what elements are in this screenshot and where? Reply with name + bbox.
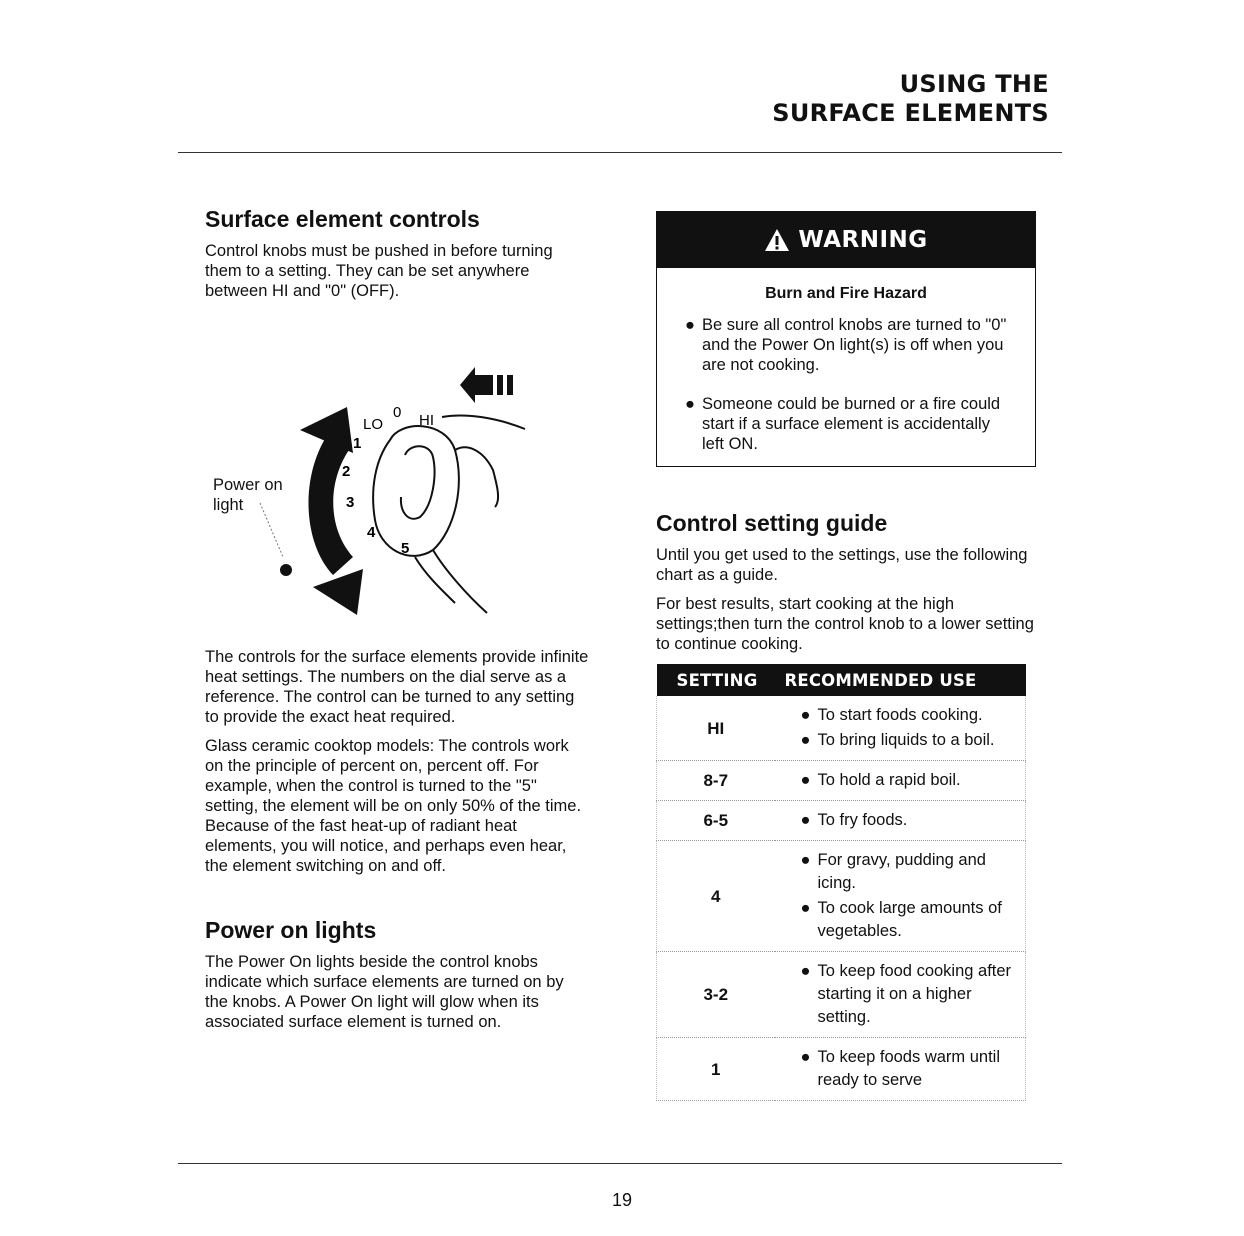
setting-guide-table [656, 664, 1026, 1101]
power-on-label-line1: Power on [213, 476, 283, 494]
use-item [801, 769, 1018, 792]
warning-list [657, 315, 1035, 466]
bottom-rule [178, 1163, 1062, 1164]
setting-cell: 4 [657, 841, 775, 952]
use-cell [775, 952, 1026, 1038]
use-cell [775, 801, 1026, 841]
surface-controls-intro: Control knobs must be pushed in before turning them to a setting. They can be set anywhere between HI and "0" (OFF). [205, 242, 553, 300]
power-lights-heading: Power on lights [205, 917, 377, 943]
bullet-icon: ● [800, 706, 811, 724]
table-header-row [657, 664, 1026, 696]
use-item-text: To hold a rapid boil. [817, 771, 961, 789]
knob-icon [373, 416, 525, 614]
power-on-light-label [213, 475, 283, 515]
bullet-icon: ● [685, 395, 695, 413]
setting-cell: 1 [657, 1038, 775, 1101]
page-number: 19 [611, 1190, 633, 1210]
warning-item-text: Someone could be burned or a fire could start if a surface element is accidentally left ON. [702, 395, 1001, 453]
dial-label-hi: HI [419, 412, 434, 429]
bullet-icon: ● [800, 771, 811, 789]
control-guide-para2: For best results, start cooking at the high settings;then turn the control knob to a lower setting to continue cooking. [656, 595, 1034, 653]
table-row [657, 1038, 1026, 1101]
warning-item [685, 394, 1015, 454]
dial-label-2: 2 [342, 463, 351, 480]
table-row [657, 696, 1026, 761]
use-item [801, 1046, 1018, 1092]
right-column [656, 211, 1036, 1101]
warning-item-text: Be sure all control knobs are turned to "0" and the Power On light(s) is off when you are not cooking. [702, 316, 1007, 374]
table-row [657, 841, 1026, 952]
surface-controls-para2: Glass ceramic cooktop models: The controls work on the principle of percent on, percent off. For example, when the control is turned to the "5" setting, the element will be on only 50% of the time. Because of the fast heat-up of radiant heat elements, you will notice, and perhaps even hear, the element switching on and off. [205, 737, 582, 875]
table-header-setting: SETTING [657, 664, 775, 696]
bullet-icon: ● [800, 899, 811, 917]
top-rule [178, 152, 1062, 153]
surface-controls-section [205, 205, 590, 876]
use-item [801, 897, 1018, 943]
use-item [801, 960, 1018, 1029]
setting-cell: HI [657, 696, 775, 761]
bullet-icon: ● [800, 851, 811, 869]
control-guide-heading: Control setting guide [656, 510, 888, 536]
power-on-label-line2: light [213, 496, 244, 514]
setting-cell: 3-2 [657, 952, 775, 1038]
power-on-light-icon [280, 564, 292, 576]
surface-controls-heading: Surface element controls [205, 206, 480, 232]
table-header-recommended-use: RECOMMENDED USE [775, 664, 1026, 696]
bullet-icon: ● [685, 316, 695, 334]
use-item-text: To bring liquids to a boil. [817, 731, 995, 749]
bullet-icon: ● [800, 962, 811, 980]
control-guide-section [656, 509, 1036, 1101]
use-item [801, 849, 1018, 895]
header-title-line2: SURFACE ELEMENTS [772, 99, 1049, 127]
use-item-text: To fry foods. [817, 811, 908, 829]
power-lights-text: The Power On lights beside the control knobs indicate which surface elements are turned on by the knobs. A Power On light will glow when its associated surface element is turned on. [205, 953, 564, 1031]
warning-box [656, 211, 1036, 467]
dial-label-4: 4 [367, 524, 376, 541]
setting-cell: 8-7 [657, 761, 775, 801]
bullet-icon: ● [800, 1048, 811, 1066]
page-header-title [772, 70, 1049, 128]
dial-label-lo: LO [363, 416, 384, 433]
bullet-icon: ● [800, 731, 811, 749]
warning-item [685, 315, 1015, 375]
dial-label-5: 5 [401, 540, 410, 557]
surface-controls-para1: The controls for the surface elements provide infinite heat settings. The numbers on the dial serve as a reference. The control can be turned to any setting to provide the exact heat required. [205, 648, 589, 726]
use-cell [775, 696, 1026, 761]
push-in-arrow-icon [460, 367, 513, 403]
warning-header [657, 212, 1035, 268]
use-item-text: To keep food cooking after starting it on a higher setting. [817, 962, 1012, 1026]
use-item-text: For gravy, pudding and icing. [817, 851, 986, 892]
bullet-icon: ● [800, 811, 811, 829]
power-lights-section [205, 916, 590, 1032]
use-item [801, 729, 1018, 752]
use-cell [775, 1038, 1026, 1101]
use-cell [775, 761, 1026, 801]
left-column [205, 205, 590, 1032]
use-cell [775, 841, 1026, 952]
dial-label-3: 3 [346, 494, 355, 511]
use-item [801, 809, 1018, 832]
use-item [801, 704, 1018, 727]
table-row [657, 761, 1026, 801]
warning-title: WARNING [798, 227, 928, 253]
warning-subtitle: Burn and Fire Hazard [765, 285, 927, 302]
control-guide-para1: Until you get used to the settings, use the following chart as a guide. [656, 546, 1028, 584]
use-item-text: To keep foods warm until ready to serve [817, 1048, 1001, 1089]
table-row [657, 801, 1026, 841]
warning-triangle-icon [764, 228, 790, 252]
table-row [657, 952, 1026, 1038]
use-item-text: To cook large amounts of vegetables. [817, 899, 1002, 940]
use-item-text: To start foods cooking. [817, 706, 983, 724]
control-knob-illustration [205, 325, 590, 625]
dial-label-0: 0 [393, 404, 402, 421]
header-title-line1: USING THE [899, 70, 1049, 98]
dial-label-1: 1 [353, 435, 362, 452]
setting-cell: 6-5 [657, 801, 775, 841]
